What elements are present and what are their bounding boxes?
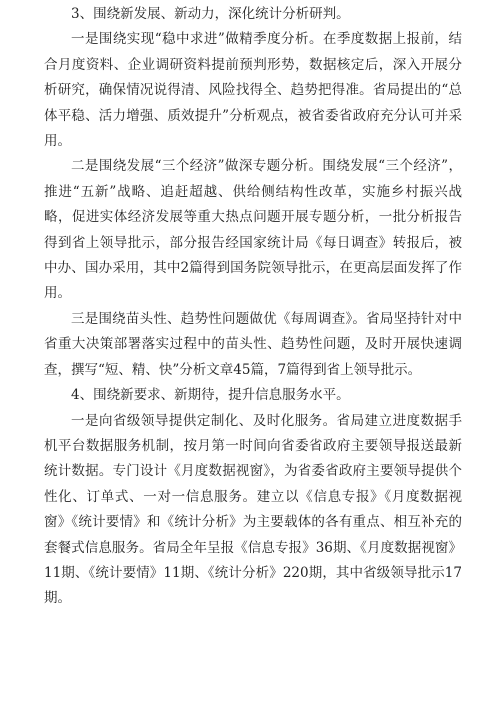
section-heading-4: 4、围绕新要求、新期待，提升信息服务水平。 — [71, 387, 350, 404]
section-heading-3: 3、围绕新发展、新动力，深化统计分析研判。 — [71, 6, 350, 22]
paragraph-info-service: 一是向省级领导提供定制化、及时化服务。省局建立进度数据手机平台数据服务机制，按月第一时间向省委省政府主要领导报送最新统计数据。专门设计《月度数据视窗》，为省委省政府主要领导提供个性化、订单式、一对一信息服务。建立以《信息专报》《月度数据视窗》《统计要情》和《统计分析》为主要载体的各有重点、相互补充的套餐式信息服务。省局全年呈报《信息专报》36期、《月度数据视窗》11期、《统计要情》11期、《统计分析》220期，其中省级领导批示17期。 — [44, 412, 462, 607]
paragraph-special-analysis: 二是围绕发展“三个经济”做深专题分析。围绕发展“三个经济”，推进“五新”战略、追赶超越、供给侧结构性改革，实施乡村振兴战略，促进实体经济发展等重大热点问题开展专题分析，一批分析报告得到省上领导批示，部分报告经国家统计局《每日调查》转报后，被中办、国办采用，其中2篇得到国务院领导批示，在更高层面发挥了作用。 — [44, 158, 462, 302]
document-body — [44, 2, 462, 612]
paragraph-quarterly-analysis: 一是围绕实现“稳中求进”做精季度分析。在季度数据上报前，结合月度资料、企业调研资料提前预判形势，数据核定后，深入开展分析研究，确保情况说得清、风险找得全、趋势把得准。省局提出的“总体平稳、活力增强、质效提升”分析观点，被省委省政府充分认可并采用。 — [44, 31, 462, 150]
paragraph-weekly-survey: 三是围绕苗头性、趋势性问题做优《每周调查》。省局坚持针对中省重大决策部署落实过程中的苗头性、趋势性问题，及时开展快速调查，撰写“短、精、快”分析文章45篇，7篇得到省上领导批示。 — [44, 310, 462, 378]
